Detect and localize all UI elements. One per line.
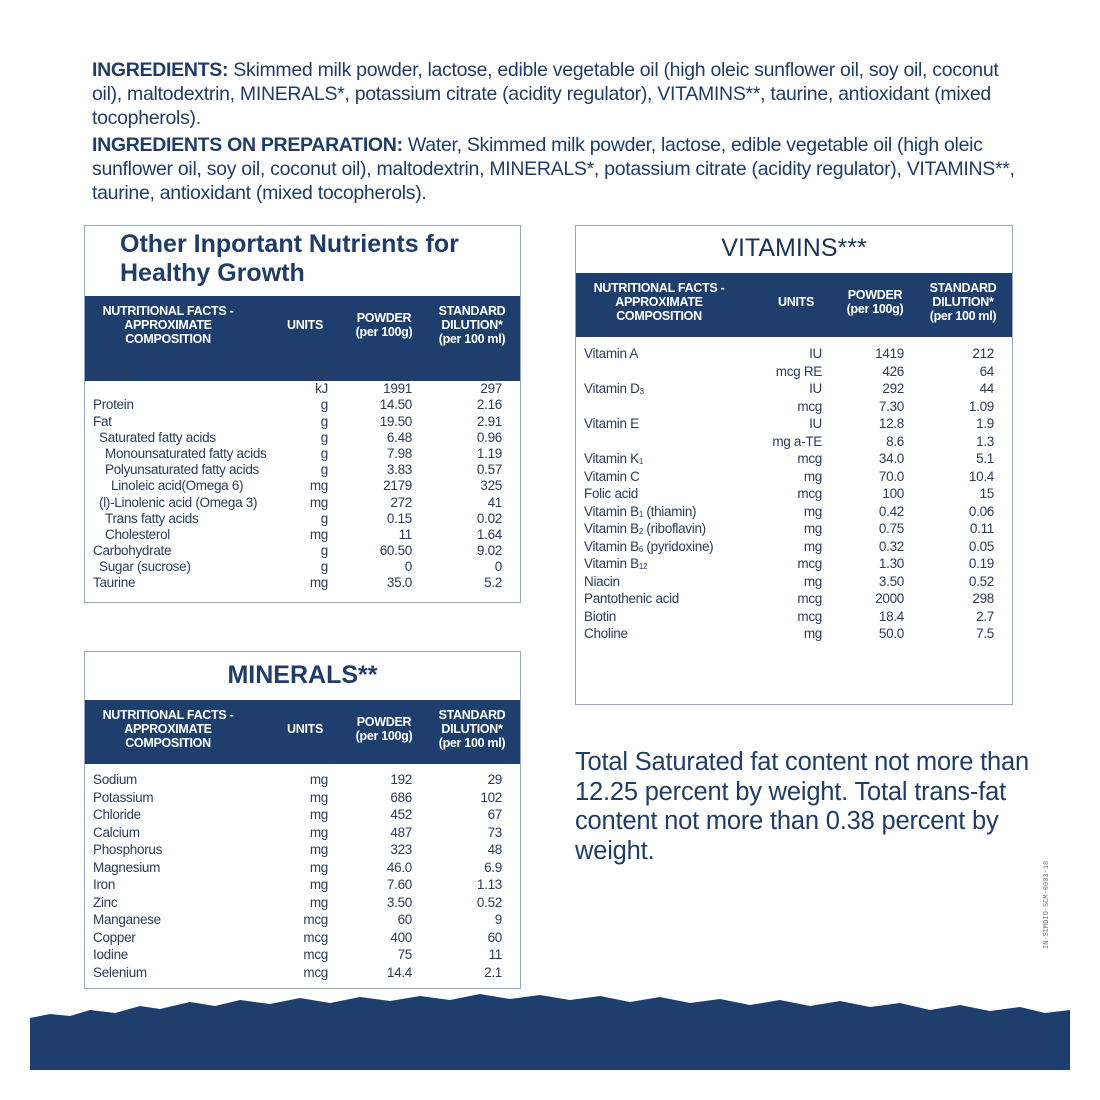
nutrients-table-rows — [85, 365, 520, 592]
vitamins-row-powder: 0.32 — [878, 538, 904, 554]
nutrients-row-unit: g — [320, 559, 328, 575]
vitamins-row-std: 0.11 — [969, 521, 994, 536]
minerals-row-name — [93, 965, 147, 981]
nutrients-row-name — [93, 543, 171, 559]
minerals-row — [85, 790, 520, 808]
minerals-row-unit: mg — [309, 807, 328, 822]
minerals-row-unit: mg — [309, 842, 328, 857]
vitamins-row-unit: IU — [809, 416, 822, 431]
header-units: UNITS — [286, 722, 323, 736]
vitamins-row-std: 212 — [972, 346, 994, 361]
nutrients-row-name — [105, 527, 170, 543]
vitamins-row-name — [584, 573, 620, 590]
minerals-row-unit: mg — [309, 789, 328, 805]
nutrients-row-powder: 1991 — [383, 381, 412, 397]
vitamins-row-unit: IU — [809, 381, 822, 396]
minerals-row-name — [93, 807, 141, 823]
vitamins-row-std: 1.09 — [968, 398, 994, 414]
minerals-row-name-text: Chloride — [93, 807, 141, 822]
minerals-row-name — [93, 912, 161, 928]
nutrients-row-powder: 476 — [390, 365, 412, 380]
vitamins-row-name — [584, 608, 616, 625]
nutrients-row-unit: g — [320, 543, 328, 559]
nutrients-row — [85, 511, 520, 527]
vitamins-row-powder: 3.50 — [878, 573, 904, 589]
vitamins-row-powder: 100 — [882, 486, 904, 501]
vitamins-row — [576, 590, 1012, 608]
nutrients-row-name-text: Fat — [93, 413, 112, 429]
vitamins-row — [576, 450, 1012, 468]
nutrients-row — [85, 446, 520, 462]
minerals-row-name-text: Phosphorus — [93, 842, 163, 857]
minerals-row-name — [93, 842, 162, 858]
minerals-row — [85, 772, 520, 790]
footer-wave-shape — [30, 988, 1070, 1070]
vitamins-row-name-text: Vitamin D — [584, 381, 640, 396]
nutrients-row — [85, 559, 520, 575]
nutrients-row-std: 2.91 — [476, 413, 502, 429]
minerals-row-name-text: Sodium — [93, 772, 137, 787]
ingredients-paragraph — [92, 58, 1022, 130]
vitamins-row-std: 0.52 — [968, 573, 994, 589]
nutrients-row-name-text: Cholesterol — [105, 526, 170, 542]
nutrients-row-std: 0 — [494, 559, 502, 575]
nutrients-row-unit: g — [320, 413, 328, 429]
header-composition: NUTRITIONAL FACTS - APPROXIMATE COMPOSITION — [102, 708, 234, 750]
nutrients-row-powder: 35.0 — [386, 575, 412, 591]
vitamins-row-name-text: Vitamin B — [584, 503, 639, 519]
vitamins-row-unit: mg — [803, 503, 822, 519]
minerals-row-name-text: Potassium — [93, 789, 154, 805]
header-powder: POWDER (per 100g) — [846, 288, 904, 316]
minerals-row-std: 60 — [487, 929, 502, 945]
minerals-row-unit: mcg — [303, 929, 328, 945]
nutrients-row-std: 1.64 — [476, 526, 502, 542]
minerals-row-std: 1.13 — [476, 877, 502, 892]
nutrients-row-std: 5.2 — [484, 575, 502, 591]
vitamins-row-name-suffix: (riboflavin) — [642, 521, 706, 536]
nutrients-row-unit: g — [320, 510, 328, 526]
nutrients-row-name-text: Protein — [93, 397, 134, 413]
vitamins-row — [576, 573, 1012, 591]
minerals-row-unit: mg — [309, 772, 328, 787]
header-standard: STANDARD DILUTION* (per 100 ml) — [929, 281, 997, 323]
vitamins-row-unit: IU — [809, 346, 822, 361]
vitamins-row-unit: mg — [803, 626, 822, 641]
vitamins-table-panel — [575, 225, 1013, 705]
nutrients-row-std: 41 — [487, 494, 502, 510]
nutrients-row-name-text: Monounsaturated fatty acids — [105, 445, 267, 461]
header-powder: POWDER (per 100g) — [355, 715, 413, 743]
minerals-row-powder: 75 — [397, 947, 412, 962]
minerals-row-name — [93, 930, 135, 946]
header-composition: NUTRITIONAL FACTS - APPROXIMATE COMPOSITION — [593, 281, 725, 323]
minerals-row — [85, 860, 520, 878]
vitamins-row-name-text: Folic acid — [584, 486, 639, 501]
minerals-row-name-text: Magnesium — [93, 859, 161, 875]
vitamins-row — [576, 468, 1012, 486]
nutrients-row-powder: 0.15 — [386, 510, 412, 526]
nutrients-row-std: 325 — [480, 478, 502, 494]
minerals-row-unit: mg — [309, 859, 328, 875]
minerals-row-std: 6.9 — [484, 859, 502, 875]
nutrients-row-powder: 0 — [404, 559, 412, 575]
minerals-row — [85, 965, 520, 983]
nutrients-table-title: Other Inportant Nutrients for Healthy Growth — [120, 230, 459, 287]
vitamins-row-unit: mg — [803, 468, 822, 484]
vitamins-row-unit: mcg — [797, 591, 822, 606]
minerals-row-powder: 46.0 — [386, 859, 412, 875]
nutrients-row-name — [93, 575, 135, 591]
nutrients-row-unit: kcal — [305, 365, 328, 380]
vitamins-row-std: 2.7 — [976, 608, 994, 624]
vitamins-row-powder: 18.4 — [878, 608, 904, 624]
ingredients-block — [92, 58, 1022, 208]
minerals-row-name-text: Iron — [93, 877, 116, 892]
nutrients-row-name — [99, 559, 191, 575]
nutrients-row-name — [111, 478, 243, 494]
minerals-table-title: MINERALS** — [227, 661, 378, 689]
header-standard: STANDARD DILUTION* (per 100 ml) — [438, 304, 506, 346]
vitamins-row-name-text: Niacin — [584, 573, 620, 589]
vitamins-row-name-subscript: 6 — [638, 544, 643, 554]
header-units: UNITS — [286, 318, 323, 332]
nutrients-row — [85, 478, 520, 494]
vitamins-row — [576, 398, 1012, 416]
vitamins-row-powder: 2000 — [875, 591, 904, 606]
minerals-row-std: 0.52 — [476, 894, 502, 910]
vitamins-row-powder: 0.75 — [878, 521, 904, 536]
vitamins-row-powder: 34.0 — [878, 451, 904, 466]
minerals-row-powder: 487 — [390, 824, 412, 840]
product-code: IN-SIMDIO-SCM-0003-18 — [1043, 860, 1051, 950]
nutrients-row-unit: kJ — [315, 381, 328, 397]
nutrients-row-std: 1.19 — [476, 445, 502, 461]
nutrients-row-powder: 272 — [390, 494, 412, 510]
ingredients-preparation-text: Water, Skimmed milk powder, lactose, edible vegetable oil (high oleic sunflower oil, soy oil, coconut oil), maltodextrin, MINERALS*, potassium citrate (acidity regulator), VITAMINS**, taurine, antioxidant (mixed tocopherols). — [92, 134, 1015, 204]
vitamins-row-unit: mcg — [797, 451, 822, 466]
minerals-row — [85, 895, 520, 913]
minerals-row-unit: mcg — [303, 964, 328, 980]
minerals-row — [85, 842, 520, 860]
minerals-row — [85, 825, 520, 843]
minerals-row-std: 73 — [487, 824, 502, 840]
nutrients-row-name-text: Linoleic acid(Omega 6) — [111, 478, 244, 494]
nutrients-row-name-text: Energy — [93, 365, 134, 380]
nutrients-row-std: 297 — [480, 381, 502, 397]
vitamins-row-std: 64 — [979, 363, 994, 379]
nutrients-row-unit: g — [320, 445, 328, 461]
minerals-row-std: 29 — [487, 772, 502, 787]
vitamins-row — [576, 380, 1012, 398]
ingredients-text: Skimmed milk powder, lactose, edible vegetable oil (high oleic sunflower oil, soy oil, coconut oil), maltodextrin, MINERALS*, potassium citrate (acidity regulator), VITAMINS**, taurine, antioxidant (mixed tocopherols). — [92, 59, 999, 129]
vitamins-row-std: 5.1 — [976, 451, 994, 466]
vitamins-row — [576, 503, 1012, 521]
minerals-row-name — [93, 825, 140, 841]
vitamins-row — [576, 345, 1012, 363]
vitamins-row-powder: 0.42 — [878, 503, 904, 519]
minerals-row — [85, 947, 520, 965]
vitamins-row-name — [584, 468, 640, 485]
minerals-row-std: 48 — [487, 842, 502, 857]
nutrients-row-name-text: (l)-Linolenic acid (Omega 3) — [99, 494, 258, 510]
nutrients-row-name — [105, 511, 198, 527]
minerals-table-header — [85, 700, 520, 764]
nutrients-row-name — [99, 495, 257, 511]
vitamins-row-powder: 1.30 — [878, 556, 904, 571]
minerals-row-std: 102 — [480, 789, 502, 805]
minerals-row — [85, 912, 520, 930]
vitamins-row-name-text: Vitamin E — [584, 416, 639, 431]
minerals-row-unit: mcg — [303, 947, 328, 962]
nutrients-row-powder: 11 — [398, 526, 412, 542]
nutrients-row-name-text: Sugar (sucrose) — [99, 559, 191, 575]
nutrients-row-powder: 60.50 — [379, 543, 412, 559]
vitamins-row-name-text: Biotin — [584, 608, 616, 624]
minerals-row-powder: 452 — [390, 807, 412, 822]
minerals-row-unit: mcg — [303, 912, 328, 927]
vitamins-row-name — [584, 345, 638, 362]
vitamins-row-name-text: Vitamin B — [584, 521, 639, 536]
vitamins-row-name-subscript: 1 — [638, 509, 643, 519]
nutrients-row-name — [105, 462, 259, 478]
vitamins-table-title: VITAMINS*** — [721, 234, 867, 262]
vitamins-row — [576, 433, 1012, 451]
minerals-table-panel — [84, 651, 521, 989]
vitamins-row-name-text: Choline — [584, 626, 628, 641]
vitamins-row — [576, 363, 1012, 381]
vitamins-row-name-subscript: 1 — [638, 457, 643, 466]
vitamins-row-std: 0.19 — [968, 556, 994, 571]
nutrients-row-powder: 19.50 — [379, 413, 412, 429]
nutrients-row-unit: g — [320, 429, 328, 445]
vitamins-row-std: 44 — [979, 381, 994, 396]
minerals-row-unit: mg — [309, 877, 328, 892]
vitamins-row-unit: mg — [803, 538, 822, 554]
vitamins-row-std: 0.05 — [968, 538, 994, 554]
vitamins-row-powder: 12.8 — [878, 416, 904, 431]
nutrients-table-panel — [84, 225, 521, 603]
nutrients-row-name-text: Polyunsaturated fatty acids — [105, 462, 259, 478]
ingredients-preparation-paragraph — [92, 133, 1022, 205]
nutrients-row-name-text: Taurine — [93, 575, 136, 591]
minerals-row — [85, 877, 520, 895]
minerals-row-name — [93, 895, 117, 911]
minerals-row-name-text: Copper — [93, 929, 136, 945]
minerals-row-powder: 7.60 — [386, 877, 412, 892]
vitamins-row-name-text: Vitamin C — [584, 468, 640, 484]
vitamins-row — [576, 625, 1012, 643]
minerals-row-name-text: Iodine — [93, 947, 128, 962]
vitamins-row-name — [584, 485, 638, 502]
nutrients-row-unit: g — [320, 397, 328, 413]
vitamins-row-std: 1.3 — [976, 433, 994, 449]
vitamins-row-powder: 70.0 — [878, 468, 904, 484]
nutrients-row — [85, 462, 520, 478]
vitamins-row-name-subscript: 3 — [639, 387, 644, 396]
vitamins-row — [576, 555, 1012, 573]
nutrients-row-std: 0.57 — [476, 462, 502, 478]
nutrients-row-name — [93, 397, 134, 413]
nutrients-row — [85, 527, 520, 543]
vitamins-row-powder: 1419 — [875, 346, 904, 361]
vitamins-row-std: 10.4 — [968, 468, 994, 484]
minerals-row-powder: 14.4 — [386, 964, 412, 980]
vitamins-row-name-text: Vitamin B — [584, 538, 639, 554]
vitamins-row-powder: 7.30 — [878, 398, 904, 414]
minerals-row-std: 9 — [494, 912, 502, 927]
minerals-row-name-text: Manganese — [93, 912, 161, 927]
nutrients-row-powder: 3.83 — [386, 462, 412, 478]
vitamins-row-std: 298 — [972, 591, 994, 606]
nutrients-row-name — [99, 430, 216, 446]
nutrients-row-unit: mg — [309, 478, 328, 494]
nutrients-row-powder: 2179 — [383, 478, 412, 494]
vitamins-row-std: 1.9 — [976, 416, 994, 431]
vitamins-row-unit: mg a-TE — [772, 433, 822, 449]
nutrients-row-std: 71 — [487, 365, 502, 380]
vitamins-row-name — [584, 590, 679, 607]
minerals-row-name — [93, 947, 128, 963]
minerals-row-unit: mg — [309, 894, 328, 910]
minerals-row-name — [93, 790, 153, 806]
vitamins-row-name — [584, 625, 628, 642]
minerals-row-name-text: Calcium — [93, 824, 140, 840]
nutrients-row-std: 2.16 — [476, 397, 502, 413]
minerals-row-std: 11 — [488, 947, 502, 962]
minerals-row-powder: 323 — [390, 842, 412, 857]
nutrients-row — [85, 414, 520, 430]
minerals-row-std: 2.1 — [484, 964, 502, 980]
nutrients-row-name — [93, 414, 112, 430]
minerals-row-name — [93, 860, 160, 876]
nutrients-row-name — [93, 365, 134, 381]
vitamins-row-name-text: Vitamin K — [584, 451, 639, 466]
nutrients-row — [85, 495, 520, 511]
nutrients-row-std: 9.02 — [476, 543, 502, 559]
vitamins-row-unit: mcg — [797, 398, 822, 414]
nutrients-row-std: 0.96 — [476, 429, 502, 445]
nutrients-row-powder: 6.48 — [386, 429, 412, 445]
minerals-row-powder: 686 — [390, 789, 412, 805]
nutrients-row — [85, 430, 520, 446]
vitamins-row-name-suffix: (pyridoxine) — [642, 538, 714, 554]
minerals-row-name — [93, 877, 115, 893]
vitamins-table-header — [576, 273, 1012, 337]
vitamins-row-name-subscript: 2 — [638, 527, 643, 536]
vitamins-row — [576, 485, 1012, 503]
header-powder: POWDER (per 100g) — [355, 311, 413, 339]
ingredients-preparation-label: INGREDIENTS ON PREPARATION: — [92, 134, 403, 156]
vitamins-row-name-text: Vitamin B — [584, 556, 639, 571]
nutrients-row-unit: g — [320, 462, 328, 478]
nutrients-row — [85, 575, 520, 591]
nutrients-row-name-text: Carbohydrate — [93, 543, 172, 559]
nutrients-row-powder: 14.50 — [379, 397, 412, 413]
nutrients-row-name — [105, 446, 267, 462]
vitamins-row — [576, 608, 1012, 626]
minerals-row-powder: 400 — [390, 929, 412, 945]
header-standard: STANDARD DILUTION* (per 100 ml) — [438, 708, 506, 750]
vitamins-row-powder: 50.0 — [878, 626, 904, 641]
minerals-row — [85, 930, 520, 948]
minerals-row-powder: 192 — [390, 772, 412, 787]
vitamins-row-name-suffix: (thiamin) — [642, 503, 697, 519]
vitamins-row-unit: mg — [803, 573, 822, 589]
nutrients-row — [85, 365, 520, 381]
header-composition: NUTRITIONAL FACTS - APPROXIMATE COMPOSITION — [102, 304, 234, 346]
vitamins-table-rows — [576, 345, 1012, 643]
vitamins-row-powder: 426 — [882, 363, 904, 379]
vitamins-row-unit: mcg RE — [775, 363, 822, 379]
ingredients-label: INGREDIENTS: — [92, 59, 229, 81]
minerals-row-powder: 3.50 — [386, 894, 412, 910]
vitamins-row-name-subscript: 12 — [638, 562, 648, 571]
vitamins-row-powder: 292 — [882, 381, 904, 396]
fat-content-note: Total Saturated fat content not more than 12.25 percent by weight. Total trans-fat content not more than 0.38 percent by weight. — [575, 748, 1029, 865]
nutrients-row-std: 0.02 — [476, 510, 502, 526]
footer-wave-decoration — [30, 988, 1070, 1070]
minerals-row-std: 67 — [487, 807, 502, 822]
nutrients-row-unit: mg — [309, 526, 328, 542]
nutrients-row-unit: mg — [309, 494, 328, 510]
nutrients-row-name-text: Saturated fatty acids — [99, 429, 216, 445]
vitamins-row-std: 0.06 — [968, 503, 994, 519]
minerals-table-rows — [85, 772, 520, 982]
vitamins-row — [576, 538, 1012, 556]
header-units: UNITS — [777, 295, 814, 309]
vitamins-row-unit: mcg — [797, 486, 822, 501]
vitamins-row — [576, 520, 1012, 538]
nutrients-row — [85, 543, 520, 559]
minerals-row-unit: mg — [309, 824, 328, 840]
vitamins-row-name-text: Vitamin A — [584, 346, 639, 361]
vitamins-row-name — [584, 415, 639, 432]
vitamins-row-unit: mcg — [797, 608, 822, 624]
minerals-row-powder: 60 — [397, 912, 412, 927]
nutrients-row-powder: 7.98 — [386, 445, 412, 461]
minerals-row-name-text: Selenium — [93, 964, 147, 980]
minerals-row-name — [93, 772, 137, 788]
nutrients-row — [85, 397, 520, 413]
minerals-row-name-text: Zinc — [93, 894, 118, 910]
nutrients-row-unit: mg — [309, 575, 328, 591]
nutrients-row-name-text: Trans fatty acids — [105, 510, 199, 526]
vitamins-row-unit: mcg — [797, 556, 822, 571]
vitamins-row-std: 7.5 — [976, 626, 994, 641]
vitamins-row — [576, 415, 1012, 433]
vitamins-row-std: 15 — [979, 486, 994, 501]
vitamins-row-powder: 8.6 — [886, 433, 904, 449]
nutrients-row — [85, 381, 520, 397]
vitamins-row-unit: mg — [803, 521, 822, 536]
vitamins-row-name-text: Pantothenic acid — [584, 591, 680, 606]
minerals-row — [85, 807, 520, 825]
